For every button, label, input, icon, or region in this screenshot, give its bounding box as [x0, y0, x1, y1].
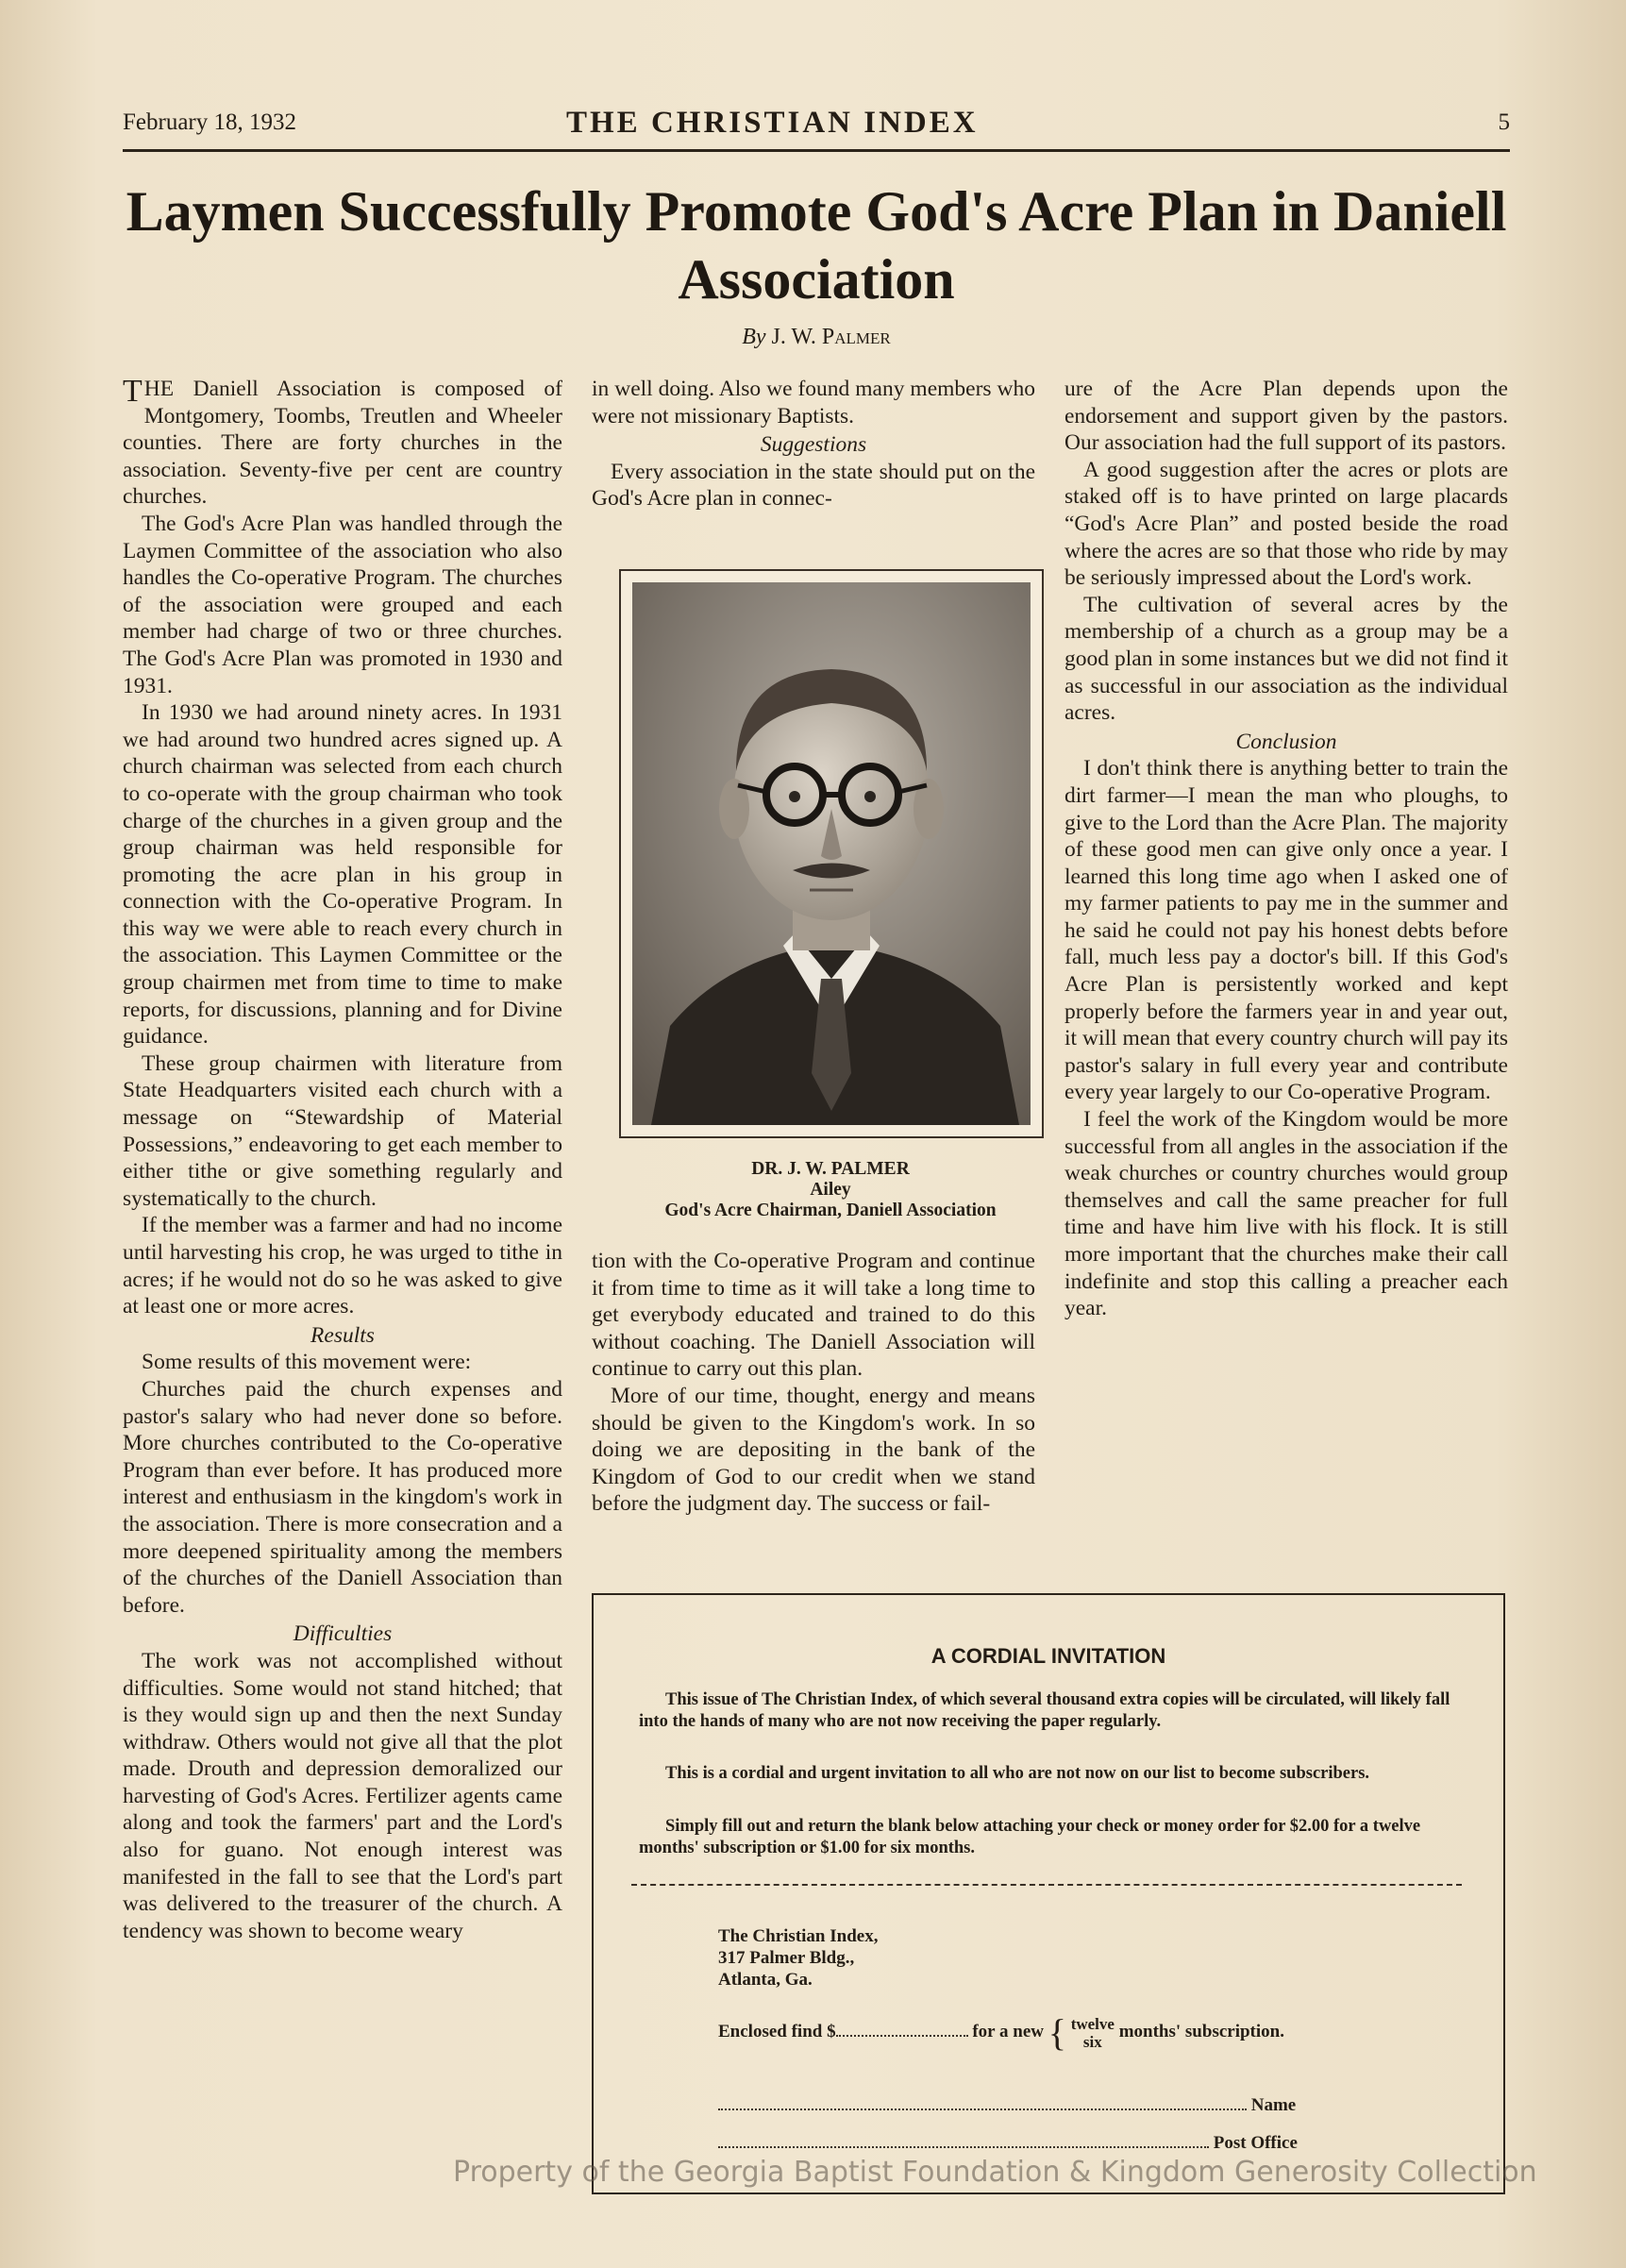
paragraph: [123, 376, 562, 511]
issue-date: February 18, 1932: [123, 109, 296, 135]
subheading-conclusion: Conclusion: [1235, 729, 1337, 754]
article-column-1: [123, 376, 562, 1944]
subheading-suggestions: Suggestions: [760, 432, 867, 458]
drop-cap: T: [123, 374, 142, 409]
paragraph: The work was not accomplished without difficulties. Some would not stand hitched; that is they would sign up and then the next Sunday withdraw. Others would not give all that the plot made. Drouth and depression demoralized our harvesting of God's Acres. Fertilizer agents came along and took the farmers' part and the Lord's also for guano. Not enough interest was manifested in the fall to see that the Lord's part was delivered to the treasurer of the church. A tendency was shown to become weary: [123, 1648, 562, 1943]
enclosed-line: [718, 2010, 1284, 2055]
name-field[interactable]: [718, 2108, 1247, 2110]
post-office-field[interactable]: [718, 2146, 1209, 2148]
invitation-title: A CORDIAL INVITATION: [930, 1644, 1166, 1668]
paragraph: These group chairmen with literature from State Headquarters visited each church with a message on “Stewardship of Material Possessions,” endeavoring to get each member to either tithe or give something regularly and systematically to the church.: [123, 1050, 562, 1211]
amount-field[interactable]: [836, 2035, 968, 2037]
byline-prefix: By: [742, 325, 766, 349]
mailing-address: [718, 1925, 878, 1991]
invitation-paragraph: This issue of The Christian Index, of which several thousand extra copies will be circulated, will likely fall into the hands of many who are not now receiving the paper regularly.: [639, 1690, 1450, 1731]
address-line: 317 Palmer Bldg.,: [718, 1948, 855, 1968]
term-options: [1071, 2015, 1115, 2051]
address-line: Atlanta, Ga.: [718, 1970, 813, 1990]
paragraph: Churches paid the church expenses and pastor's salary who had never done so before. More churches contributed to the Co-operative Program than ever before. It has produced more interest and enthusiasm in the kingdom's work in the association. There is more consecration and a more deepened spirituality among the members of the churches of the Daniell Association than before.: [123, 1376, 562, 1618]
enclosed-label: Enclosed find $: [718, 2021, 836, 2041]
paragraph: I don't think there is anything better to train the dirt farmer—I mean the man who ploughs, to give to the Lord than the Acre Plan. The majority of these good men can give only once a year. I learned this long time ago when I asked one of my farmer patients to pay me in the summer and he said he could not pay his honest debts before fall, much less pay a doctor's bill. If this God's Acre Plan is persistently worked and kept properly before the farmers year in and year out, it will mean that every country church will pay its pastor's salary in full every year and contribute every year largely to our Co-operative Program.: [1064, 756, 1508, 1105]
paragraph: More of our time, thought, energy and means should be given to the Kingdom's work. In so doing we are depositing in the bank of the Kingdom of God to our credit when we stand before the judgment day. The success or fail-: [592, 1383, 1035, 1517]
subheading-results: Results: [310, 1322, 375, 1348]
paragraph: A good suggestion after the acres or plots are staked off is to have printed on large placards “God's Acre Plan” and posted beside the road where the acres are so that those who ride by may be seriously impressed about the Lord's work.: [1064, 457, 1508, 591]
name-line: [718, 2095, 1379, 2116]
for-a-new-label: for a new: [972, 2021, 1044, 2041]
paragraph-text: HE Daniell Association is composed of Montgomery, Toombs, Treutlen and Wheeler counties. There are forty churches in the association. Seventy-five per cent are country churches.: [123, 377, 562, 510]
publication-title: THE CHRISTIAN INDEX: [566, 106, 979, 140]
portrait-photo: [632, 582, 1031, 1125]
photo-caption: [581, 1159, 1080, 1221]
paragraph: If the member was a farmer and had no income until harvesting his crop, he was urged to tithe in acres; if he would not do so he was asked to give at least one or more acres.: [123, 1213, 562, 1319]
paragraph: I feel the work of the Kingdom would be more successful from all angles in the association if the weak churches or country churches would group themselves and call the same preacher for full time and have him live with his flock. It is still more important that the churches make their call indefinite and stop this calling a preacher each year.: [1064, 1107, 1508, 1321]
post-office-line: [718, 2133, 1398, 2154]
article-column-2-bottom: [592, 1248, 1035, 1518]
byline-author: J. W. Palmer: [771, 325, 891, 349]
invitation-paragraph: Simply fill out and return the blank below attaching your check or money order for $2.00 for a twelve months' subscription or $1.00 for six months.: [639, 1817, 1421, 1857]
address-line: The Christian Index,: [718, 1926, 879, 1946]
invitation-paragraph: This is a cordial and urgent invitation to all who are not now on our list to become subscribers.: [665, 1764, 1370, 1783]
paragraph: The God's Acre Plan was handled through the Laymen Committee of the association who also handles the Co-operative Program. The churches of the association were grouped and each member had charge of two or three churches. The God's Acre Plan was promoted in 1930 and 1931.: [123, 511, 562, 698]
paragraph: ure of the Acre Plan depends upon the endorsement and support given by the pastors. Our association had the full support of its pastors.: [1064, 377, 1508, 456]
header-rule: [123, 149, 1510, 152]
term-six[interactable]: six: [1082, 2032, 1102, 2051]
watermark-text: Property of the Georgia Baptist Foundation & Kingdom Generosity Collection: [453, 2156, 1537, 2189]
page-header: [123, 106, 1510, 147]
paragraph: In 1930 we had around ninety acres. In 1931 we had around two hundred acres signed up. A church chairman was selected from each church to co-operate with the group chairman who took charge of the churches in a given group and the group chairman was held responsible for promoting the acre plan in his group in connection with the Co-operative Program. In this way we were able to reach every church in the association. This Laymen Committee or the group chairmen met from time to time to make reports, for discussions, planning and for Divine guidance.: [123, 700, 562, 1050]
article-headline: Laymen Successfully Promote God's Acre Plan in Daniell Association: [126, 180, 1507, 311]
name-label: Name: [1250, 2095, 1297, 2115]
post-office-label: Post Office: [1213, 2133, 1298, 2153]
paragraph: Every association in the state should put on the God's Acre plan in connec-: [592, 459, 1035, 512]
article-column-3: [1064, 376, 1508, 1322]
paragraph: in well doing. Also we found many members who were not missionary Baptists.: [592, 377, 1035, 428]
subheading-difficulties: Difficulties: [293, 1621, 393, 1647]
paragraph: tion with the Co-operative Program and continue it from time to time as it will take a long time to get everybody educated and trained to do this without coaching. The Daniell Association will continue to carry out this plan.: [592, 1249, 1035, 1382]
cut-line: [631, 1884, 1462, 1886]
portrait-photo-frame: [619, 569, 1044, 1138]
portrait-illustration: [632, 582, 1031, 1125]
subscription-invitation-box: [592, 1593, 1505, 2194]
page-number: 5: [1498, 109, 1510, 135]
caption-name: DR. J. W. PALMER: [751, 1159, 910, 1179]
paragraph: The cultivation of several acres by the membership of a church as a group may be a good plan in some instances but we did not find it as successful in our association as the individual acres.: [1064, 592, 1508, 726]
article-byline: [104, 325, 1529, 350]
term-twelve[interactable]: twelve: [1070, 2014, 1115, 2033]
caption-role: God's Acre Chairman, Daniell Association: [664, 1201, 997, 1220]
months-subscription-label: months' subscription.: [1118, 2021, 1284, 2041]
paragraph: Some results of this movement were:: [142, 1350, 472, 1375]
brace-glyph: {: [1048, 2011, 1066, 2054]
caption-town: Ailey: [810, 1180, 851, 1200]
article-column-2-top: [592, 376, 1035, 512]
